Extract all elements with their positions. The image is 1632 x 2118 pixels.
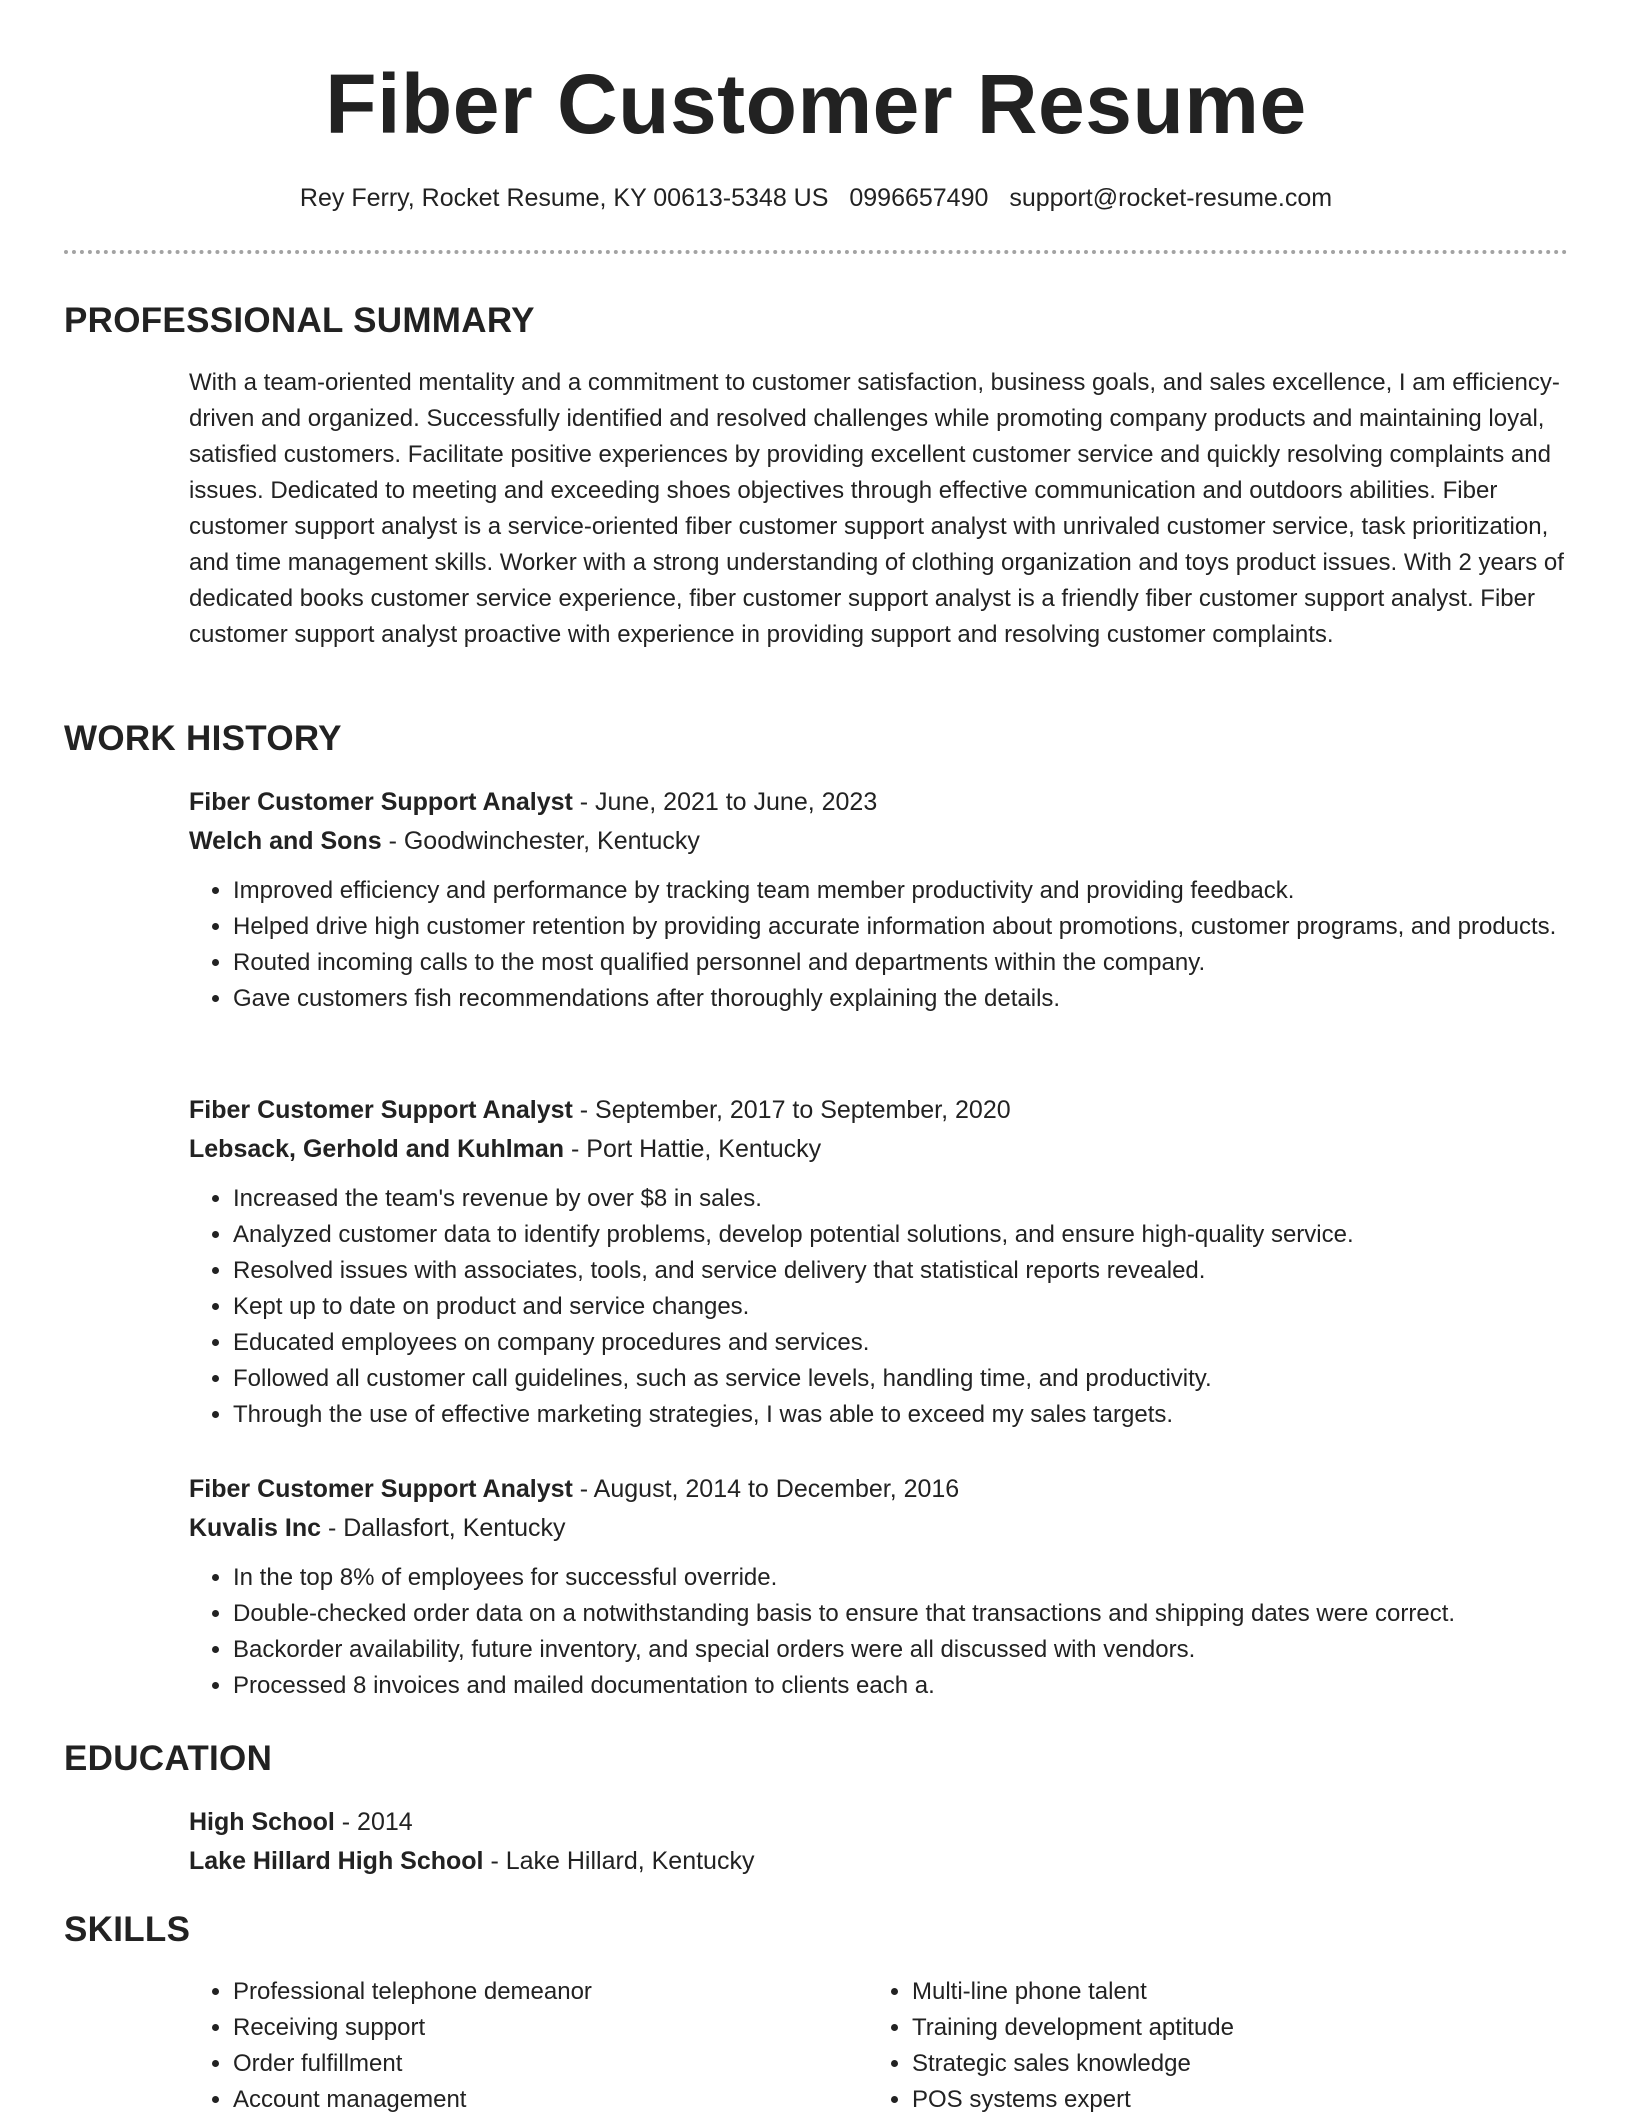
- resume-title: Fiber Customer Resume: [325, 57, 1307, 151]
- job-title-line: [189, 1470, 1564, 1509]
- summary-heading: PROFESSIONAL SUMMARY: [64, 301, 535, 340]
- header-divider: [64, 250, 1568, 254]
- job-company: Kuvalis Inc: [189, 1514, 321, 1542]
- work-history-heading: WORK HISTORY: [64, 719, 342, 758]
- education-year: - 2014: [334, 1808, 413, 1836]
- job-company-line: [189, 822, 1564, 861]
- education-degree: High School: [189, 1808, 335, 1836]
- job-bullet: • Helped drive high customer retention by providing accurate information about promotions, customer programs, and products.: [233, 909, 1564, 945]
- job-title: Fiber Customer Support Analyst: [189, 1096, 573, 1124]
- job-location: - Port Hattie, Kentucky: [564, 1135, 822, 1163]
- job-bullet: • Routed incoming calls to the most qualified personnel and departments within the company.: [233, 945, 1564, 981]
- contact-line: [0, 181, 1632, 215]
- job-bullet: • Processed 8 invoices and mailed documentation to clients each a.: [233, 1668, 1564, 1704]
- job-bullet: • Kept up to date on product and service changes.: [233, 1289, 1564, 1325]
- job-title: Fiber Customer Support Analyst: [189, 1475, 573, 1503]
- job-location: - Goodwinchester, Kentucky: [381, 827, 700, 855]
- education-school: Lake Hillard High School: [189, 1847, 484, 1875]
- skills-column-right: [868, 1974, 1508, 2118]
- skill-item: • POS systems expert: [912, 2082, 1508, 2118]
- skill-item: • Training development aptitude: [912, 2010, 1508, 2046]
- job-location: - Dallasfort, Kentucky: [321, 1514, 566, 1542]
- job-company: Lebsack, Gerhold and Kuhlman: [189, 1135, 565, 1163]
- education-school-line: [189, 1842, 1564, 1881]
- job-bullet: • Double-checked order data on a notwithstanding basis to ensure that transactions and shipping dates were correct.: [233, 1596, 1564, 1632]
- job-entry: [189, 1091, 1564, 1433]
- job-dates: - September, 2017 to September, 2020: [572, 1096, 1011, 1124]
- job-bullets: [189, 1181, 1564, 1433]
- job-entry: [189, 1470, 1564, 1704]
- skills-list-left: [189, 1974, 829, 2118]
- skill-item: • Account management: [233, 2082, 829, 2118]
- skill-item: • Professional telephone demeanor: [233, 1974, 829, 2010]
- job-bullet: • Backorder availability, future inventory, and special orders were all discussed with vendors.: [233, 1632, 1564, 1668]
- job-company-line: [189, 1130, 1564, 1169]
- skills-heading: SKILLS: [64, 1910, 191, 1949]
- job-bullet: • Increased the team's revenue by over $8 in sales.: [233, 1181, 1564, 1217]
- skill-item: • Order fulfillment: [233, 2046, 829, 2082]
- job-bullet: • Gave customers fish recommendations after thoroughly explaining the details.: [233, 981, 1564, 1017]
- job-title: Fiber Customer Support Analyst: [189, 788, 573, 816]
- education-location: - Lake Hillard, Kentucky: [483, 1847, 755, 1875]
- job-bullet: • Educated employees on company procedures and services.: [233, 1325, 1564, 1361]
- education-degree-line: [189, 1803, 1564, 1842]
- skills-column-left: [189, 1974, 829, 2118]
- job-bullet: • Improved efficiency and performance by tracking team member productivity and providing feedback.: [233, 873, 1564, 909]
- job-company: Welch and Sons: [189, 827, 382, 855]
- job-dates: - August, 2014 to December, 2016: [572, 1475, 960, 1503]
- skill-item: • Multi-line phone talent: [912, 1974, 1508, 2010]
- skill-item: • Strategic sales knowledge: [912, 2046, 1508, 2082]
- job-dates: - June, 2021 to June, 2023: [572, 788, 878, 816]
- job-bullets: [189, 873, 1564, 1017]
- job-company-line: [189, 1509, 1564, 1548]
- job-title-line: [189, 783, 1564, 822]
- job-bullet: • Followed all customer call guidelines, such as service levels, handling time, and productivity.: [233, 1361, 1564, 1397]
- contact-address: Rey Ferry, Rocket Resume, KY 00613-5348 US: [299, 184, 829, 212]
- skill-item: • Receiving support: [233, 2010, 829, 2046]
- job-bullet: • Analyzed customer data to identify problems, develop potential solutions, and ensure high-quality service.: [233, 1217, 1564, 1253]
- job-bullet: • In the top 8% of employees for successful override.: [233, 1560, 1564, 1596]
- job-title-line: [189, 1091, 1564, 1130]
- job-entry: [189, 783, 1564, 1017]
- contact-email: support@rocket-resume.com: [1009, 184, 1333, 212]
- job-bullet: • Resolved issues with associates, tools, and service delivery that statistical reports revealed.: [233, 1253, 1564, 1289]
- job-bullets: [189, 1560, 1564, 1704]
- job-bullet: • Through the use of effective marketing strategies, I was able to exceed my sales targets.: [233, 1397, 1564, 1433]
- skills-list-right: [868, 1974, 1508, 2118]
- education-entry: [189, 1803, 1564, 1881]
- contact-phone: 0996657490: [849, 184, 989, 212]
- summary-text: With a team-oriented mentality and a commitment to customer satisfaction, business goals, and sales excellence, I am efficiency-driven and organized. Successfully identified and resolved challenges while promoting company products and maintaining loyal, satisfied customers. Facilitate positive experiences by providing excellent customer service and quickly resolving complaints and issues. Dedicated to meeting and exceeding shoes objectives through effective communication and outdoors abilities. Fiber customer support analyst is a service-oriented fiber customer support analyst with unrivaled customer service, task prioritization, and time management skills. Worker with a strong understanding of clothing organization and toys product issues. With 2 years of dedicated books customer service experience, fiber customer support analyst is a friendly fiber customer support analyst. Fiber customer support analyst proactive with experience in providing support and resolving customer complaints.: [189, 369, 1564, 648]
- education-heading: EDUCATION: [64, 1739, 273, 1778]
